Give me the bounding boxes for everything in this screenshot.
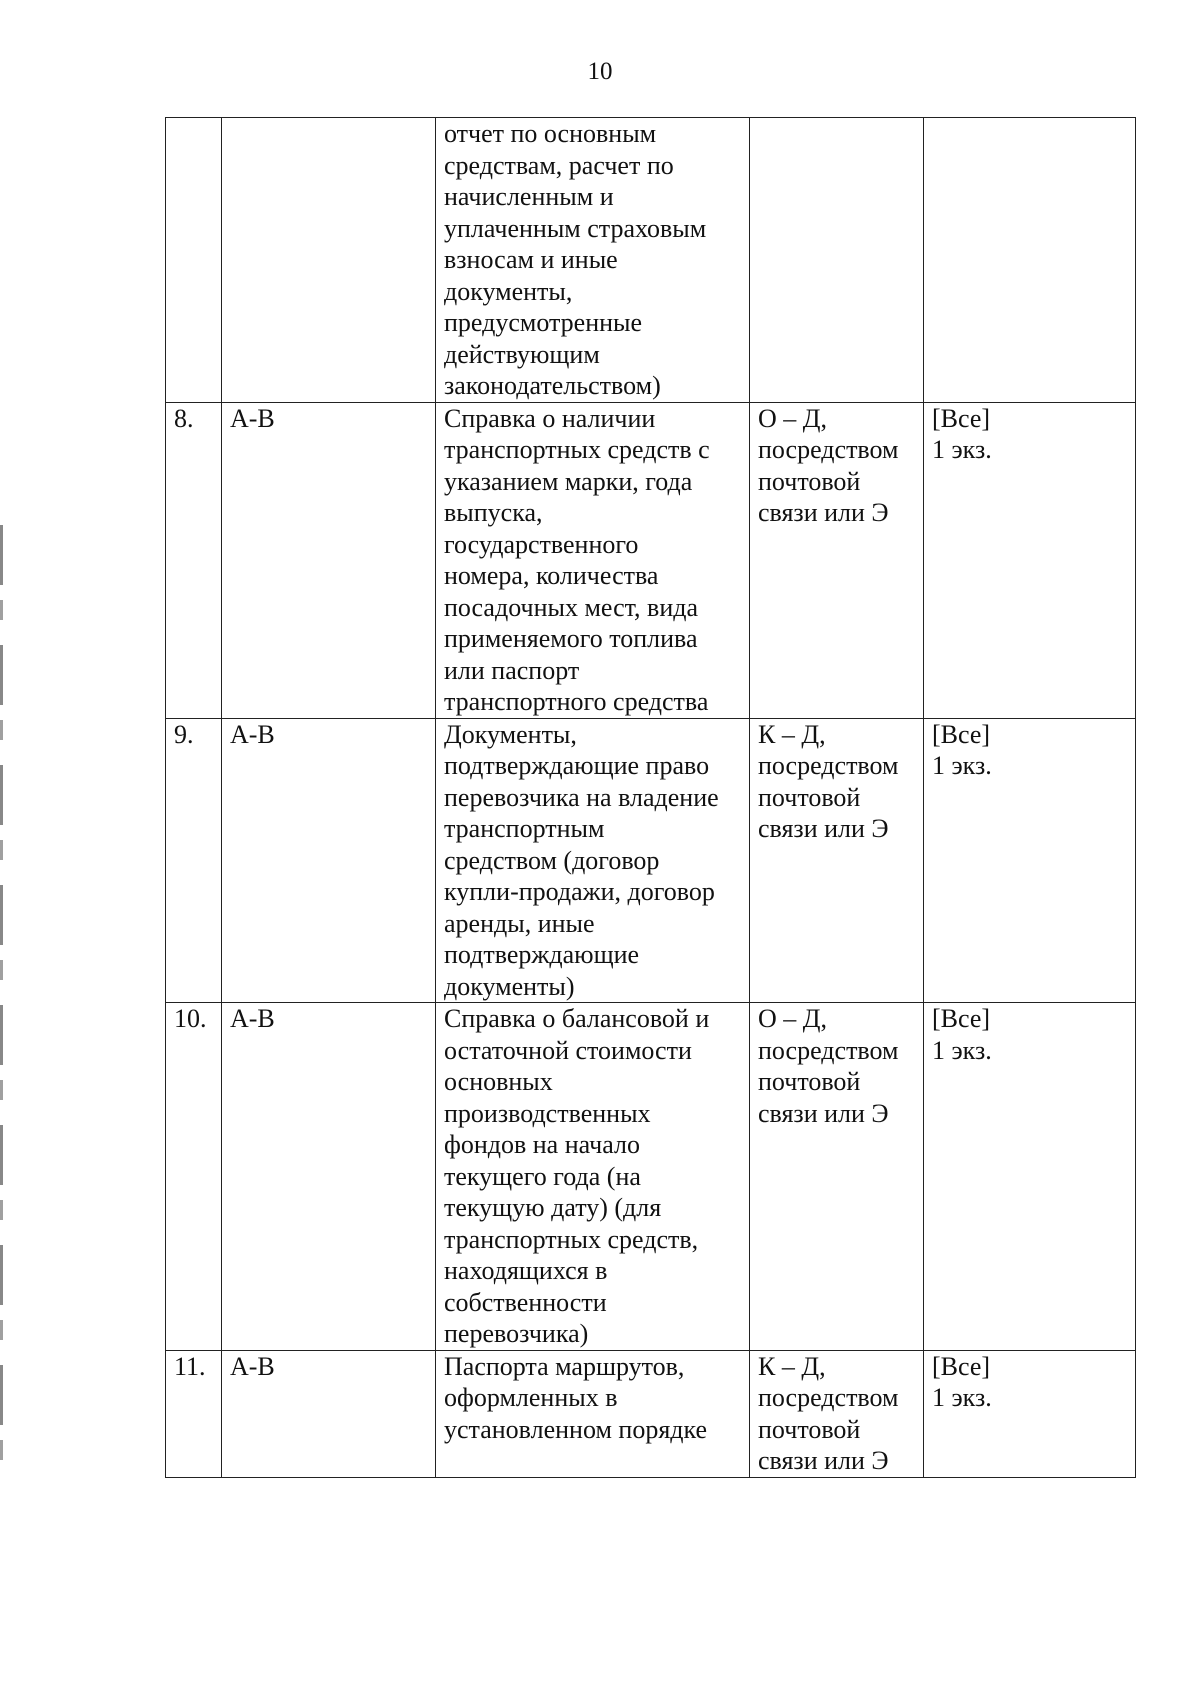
row-form	[750, 118, 924, 403]
row-number: 9.	[166, 718, 222, 1003]
row-copies	[924, 118, 1136, 403]
documents-table	[165, 117, 1136, 1478]
row-category	[222, 118, 436, 403]
row-category: А-В	[222, 1003, 436, 1351]
row-copies: [Все] 1 экз.	[924, 718, 1136, 1003]
row-number: 11.	[166, 1350, 222, 1477]
row-document: Паспорта маршрутов, оформленных в установленном порядке	[436, 1350, 750, 1477]
row-form: О – Д, посредством почтовой связи или Э	[750, 402, 924, 718]
row-category: А-В	[222, 402, 436, 718]
table-row	[166, 1350, 1136, 1477]
table-row	[166, 118, 1136, 403]
row-category: А-В	[222, 1350, 436, 1477]
row-category: А-В	[222, 718, 436, 1003]
table-row	[166, 1003, 1136, 1351]
row-form: К – Д, посредством почтовой связи или Э	[750, 1350, 924, 1477]
row-form: О – Д, посредством почтовой связи или Э	[750, 1003, 924, 1351]
row-document: отчет по основным средствам, расчет по начисленным и уплаченным страховым взносам и иные документы, предусмотренные действующим законодательством)	[436, 118, 750, 403]
row-copies: [Все] 1 экз.	[924, 1003, 1136, 1351]
table-row	[166, 402, 1136, 718]
row-number	[166, 118, 222, 403]
scan-edge-artifact	[0, 525, 3, 1465]
table-row	[166, 718, 1136, 1003]
row-copies: [Все] 1 экз.	[924, 1350, 1136, 1477]
row-document: Справка о балансовой и остаточной стоимости основных производственных фондов на начало текущего года (на текущую дату) (для транспортных средств, находящихся в собственности перевозчика)	[436, 1003, 750, 1351]
row-document: Документы, подтверждающие право перевозчика на владение транспортным средством (договор купли-продажи, договор аренды, иные подтверждающие документы)	[436, 718, 750, 1003]
page-number: 10	[587, 58, 613, 85]
row-form: К – Д, посредством почтовой связи или Э	[750, 718, 924, 1003]
row-number: 10.	[166, 1003, 222, 1351]
row-copies: [Все] 1 экз.	[924, 402, 1136, 718]
row-number: 8.	[166, 402, 222, 718]
row-document: Справка о наличии транспортных средств с указанием марки, года выпуска, государственного номера, количества посадочных мест, вида применяемого топлива или паспорт транспортного средства	[436, 402, 750, 718]
